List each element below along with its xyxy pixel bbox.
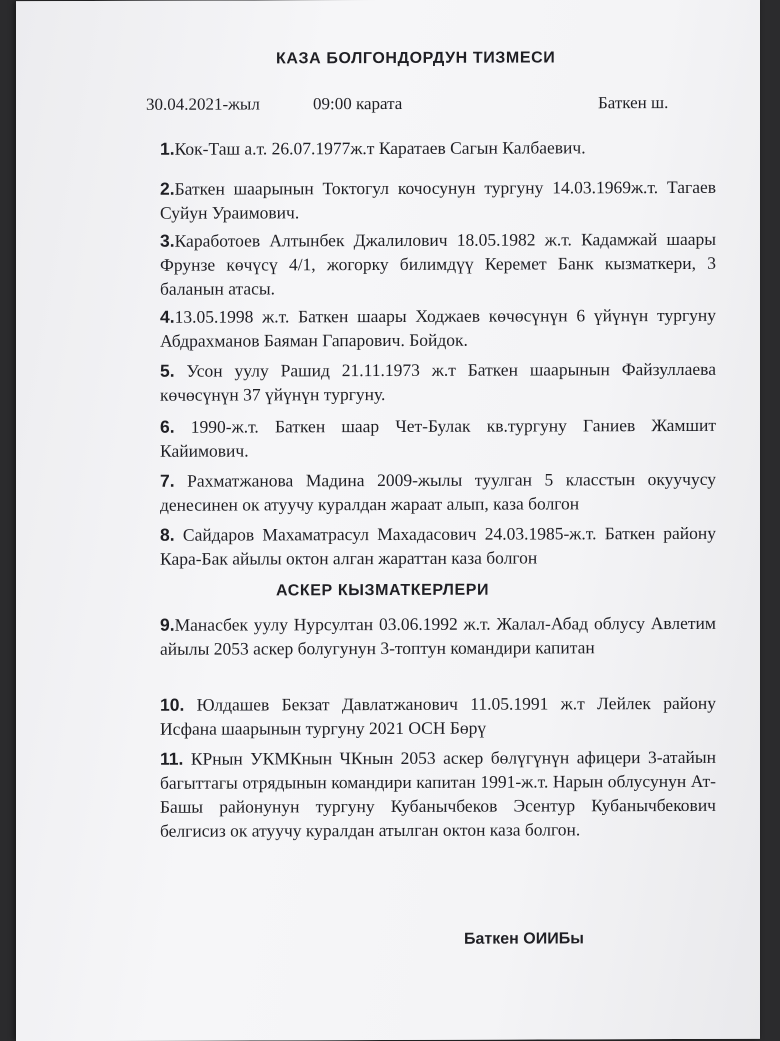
- list-item: [138, 745, 716, 843]
- section-title: АСКЕР КЫЗМАТКЕРЛЕРИ: [276, 581, 490, 600]
- list-item: [138, 611, 716, 661]
- item-text: Манасбек уулу Нурсултан 03.06.1992 ж.т. Жалал-Абад облусу Авлетим айылы 2053 аскер болугунун 3-топтун командири капитан: [160, 612, 716, 659]
- document-date: 30.04.2021-жыл: [146, 94, 260, 114]
- item-number: 4.: [160, 306, 175, 327]
- document-title: КАЗА БОЛГОНДОРДУН ТИЗМЕСИ: [276, 49, 556, 68]
- list-item: [138, 227, 716, 301]
- item-number: 8.: [160, 524, 175, 545]
- item-text: Сайдаров Махаматрасул Махадасович 24.03.1985-ж.т. Баткен району Кара-Бак айылы октон алган жараттан каза болгон: [160, 522, 716, 569]
- item-text: Юлдашев Бекзат Давлатжанович 11.05.1991 ж.т Лейлек району Исфана шаарынын тургуну 2021 ОСН Бөрү: [160, 692, 716, 739]
- item-text: Усон уулу Рашид 21.11.1973 ж.т Баткен шаарынын Файзуллаева көчөсүнүн 37 үйүнүн тургуну.: [160, 358, 716, 405]
- item-text: Каработоев Алтынбек Джалилович 18.05.1982 ж.т. Кадамжай шаары Фрунзе көчүсү 4/1, жогорку билимдүү Керемет Банк кызматкери, 3 баланын атасы.: [160, 228, 716, 299]
- list-item: [138, 357, 716, 407]
- item-number: 2.: [160, 178, 175, 199]
- item-number: 10.: [160, 694, 185, 715]
- list-item: [138, 175, 716, 225]
- item-number: 7.: [160, 470, 175, 491]
- item-text: Кок-Таш а.т. 26.07.1977ж.т Каратаев Сагын Калбаевич.: [174, 137, 586, 159]
- document-page: [16, 0, 760, 1041]
- item-text: 13.05.1998 ж.т. Баткен шаары Ходжаев көчөсүнүн 6 үйүнүн тургуну Абдрахманов Баяман Гапарович. Бойдок.: [160, 304, 716, 351]
- signature: Баткен ОИИБы: [464, 930, 584, 948]
- item-number: 3.: [160, 230, 175, 251]
- item-number: 5.: [160, 360, 175, 381]
- document-time: 09:00 карата: [313, 93, 403, 114]
- list-item: [138, 691, 716, 741]
- item-number: 6.: [160, 416, 175, 437]
- item-text: Рахматжанова Мадина 2009-жылы туулган 5 класстын окуучусу денесинен ок атуучу куралдан жараат алып, каза болгон: [160, 468, 716, 515]
- item-text: КРнын УКМКнын ЧКнын 2053 аскер бөлүгүнүн афицери 3-атайын багыттагы отрядынын командири капитан 1991-ж.т. Нарын облусунун Ат-Башы районунун тургуну Кубанычбеков Эсентур Кубанычбекович белгисиз ок атуучу куралдан атылган октон каза болгон.: [160, 746, 716, 841]
- list-item: [138, 303, 716, 353]
- list-item: [138, 521, 716, 571]
- list-item: [138, 135, 716, 161]
- list-item: [138, 413, 716, 463]
- item-number: 11.: [160, 748, 184, 769]
- item-number: 1.: [160, 138, 175, 159]
- item-text: 1990-ж.т. Баткен шаар Чет-Булак кв.тургуну Ганиев Жамшит Кайимович.: [160, 414, 716, 461]
- item-number: 9.: [160, 614, 175, 635]
- list-item: [138, 467, 716, 517]
- item-text: Баткен шаарынын Токтогул кочосунун тургуну 14.03.1969ж.т. Тагаев Суйун Ураимович.: [160, 176, 716, 223]
- document-city: Баткен ш.: [598, 93, 669, 113]
